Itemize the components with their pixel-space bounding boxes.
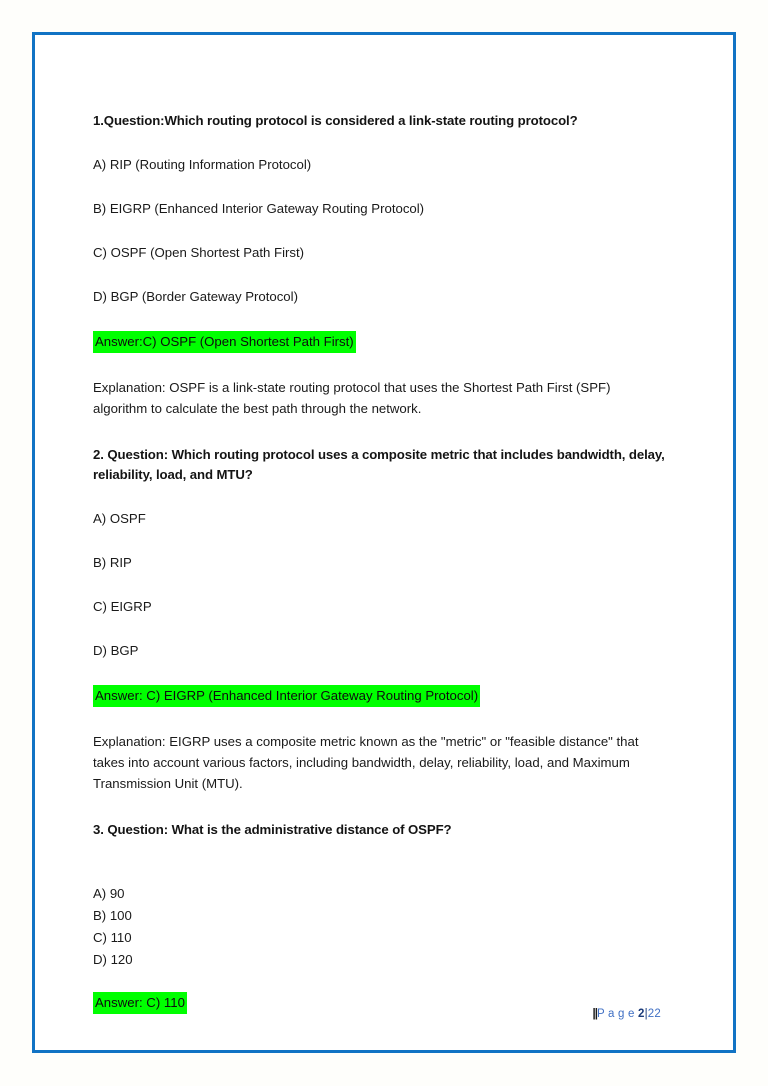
question-option: C) EIGRP bbox=[93, 599, 152, 614]
document-page bbox=[32, 32, 736, 1053]
question-option: A) RIP (Routing Information Protocol) bbox=[93, 157, 312, 172]
footer-page-number: 2 bbox=[638, 1008, 645, 1020]
question-option: D) BGP bbox=[93, 643, 139, 658]
answer-row bbox=[93, 685, 665, 707]
footer-separator: | bbox=[644, 1008, 648, 1020]
question-option: A) OSPF bbox=[93, 511, 146, 526]
answer-highlight: Answer: C) 110 bbox=[93, 992, 187, 1014]
question-option: D) BGP (Border Gateway Protocol) bbox=[93, 289, 298, 304]
question-option: B) EIGRP (Enhanced Interior Gateway Routing Protocol) bbox=[93, 201, 425, 216]
answer-highlight: Answer:C) OSPF (Open Shortest Path First) bbox=[93, 331, 356, 353]
question-option: D) 120 bbox=[93, 952, 133, 967]
document-content bbox=[93, 111, 665, 1038]
explanation-text: Explanation: OSPF is a link-state routing protocol that uses the Shortest Path First (SPF) algorithm to calculate the best path through the network. bbox=[93, 380, 611, 416]
question-option: B) RIP bbox=[93, 555, 132, 570]
footer-label: P a g e bbox=[596, 1008, 635, 1020]
question-heading: 2. Question: Which routing protocol uses a composite metric that includes bandwidth, delay, reliability, load, and MTU? bbox=[93, 447, 665, 482]
explanation-text: Explanation: EIGRP uses a composite metric known as the "metric" or "feasible distance" that takes into account various factors, including bandwidth, delay, reliability, load, and Maximum Transmission Unit (MTU). bbox=[93, 734, 639, 791]
question-heading: 3. Question: What is the administrative distance of OSPF? bbox=[93, 822, 452, 837]
page-footer bbox=[593, 1008, 661, 1020]
footer-total-pages: 22 bbox=[647, 1008, 661, 1020]
answer-highlight: Answer: C) EIGRP (Enhanced Interior Gateway Routing Protocol) bbox=[93, 685, 480, 707]
question-option: B) 100 bbox=[93, 908, 132, 923]
question-option: C) OSPF (Open Shortest Path First) bbox=[93, 245, 305, 260]
question-option: A) 90 bbox=[93, 886, 125, 901]
question-heading: 1.Question:Which routing protocol is considered a link-state routing protocol? bbox=[93, 113, 578, 128]
footer-bar: || bbox=[592, 1008, 597, 1020]
answer-row bbox=[93, 331, 665, 353]
answer-row bbox=[93, 992, 665, 1014]
question-option: C) 110 bbox=[93, 930, 132, 945]
spacer bbox=[93, 864, 665, 884]
